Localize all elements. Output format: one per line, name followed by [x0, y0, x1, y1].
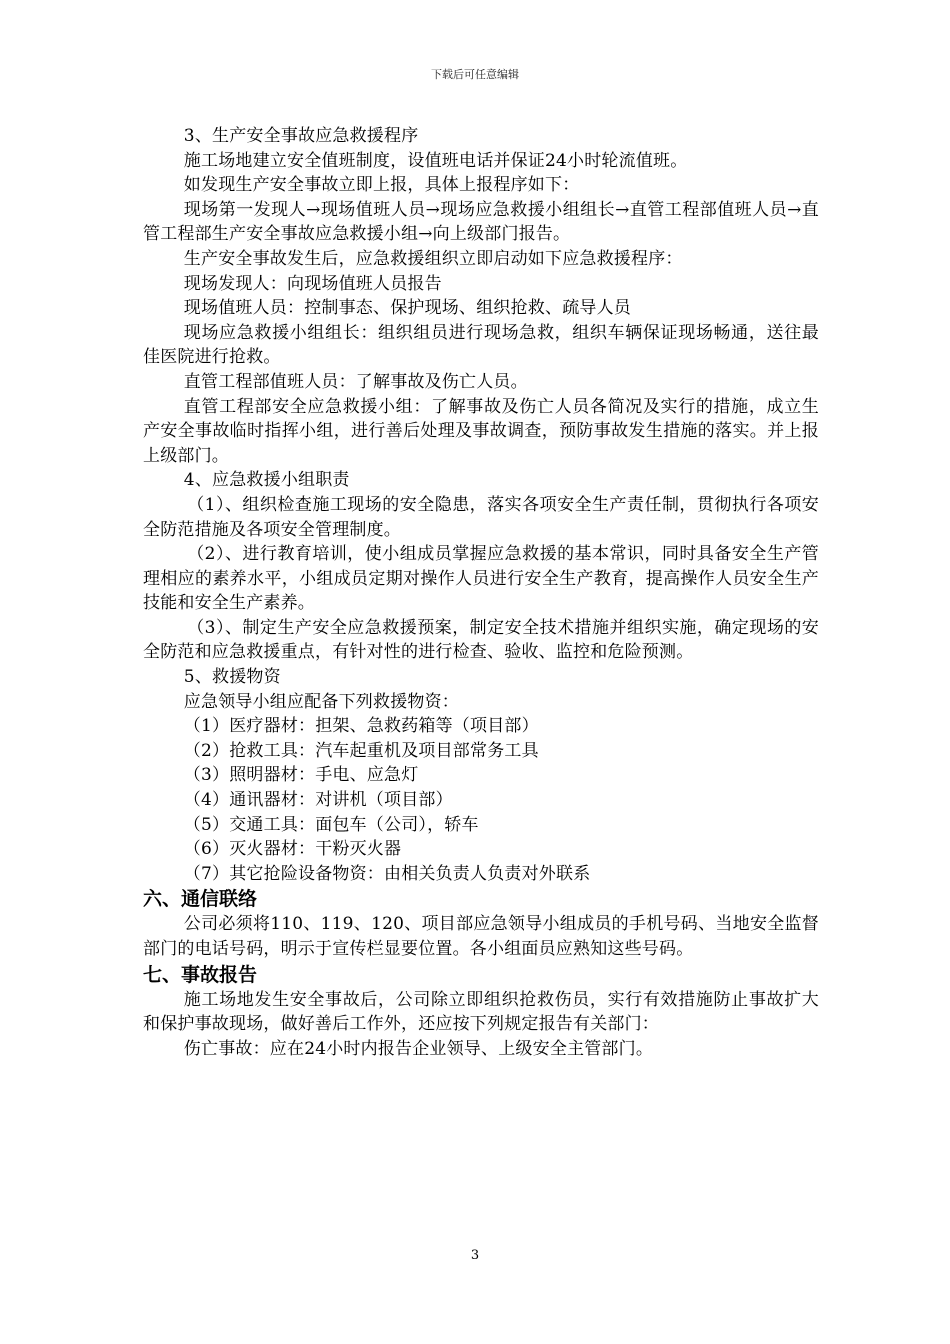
paragraph: （5）交通工具：面包车（公司），轿车 [183, 814, 479, 835]
paragraph: 3、生产安全事故应急救援程序 [183, 126, 419, 146]
paragraph: 伤亡事故：应在24小时内报告企业领导、上级安全主管部门。 [183, 1038, 654, 1059]
paragraph: 施工场地建立安全值班制度，设值班电话并保证24小时轮流值班。 [183, 150, 688, 171]
header-note: 下载后可任意编辑 [431, 68, 519, 81]
paragraph: 应急领导小组应配备下列救援物资： [183, 691, 459, 712]
paragraph: 现场应急救援小组组长：组织组员进行现场急救，组织车辆保证现场畅通，送往最佳医院进行抢救。 [143, 322, 819, 368]
paragraph: 如发现生产安全事故立即上报，具体上报程序如下： [183, 175, 580, 196]
section-heading: 七、事故报告 [143, 963, 258, 986]
paragraph: 直管工程部值班人员：了解事故及伤亡人员。 [183, 371, 528, 392]
paragraph: （7）其它抢险设备物资：由相关负责人负责对外联系 [183, 863, 591, 884]
paragraph: 施工场地发生安全事故后，公司除立即组织抢救伤员，实行有效措施防止事故扩大和保护事故现场，做好善后工作外，还应按下列规定报告有关部门： [143, 989, 819, 1035]
paragraph: （3）照明器材：手电、应急灯 [183, 765, 419, 786]
paragraph: （6）灭火器材：干粉灭火器 [183, 839, 402, 860]
paragraph: 生产安全事故发生后，应急救援组织立即启动如下应急救援程序： [183, 248, 683, 269]
paragraph: 直管工程部安全应急救援小组：了解事故及伤亡人员各简况及实行的措施，成立生产安全事故临时指挥小组，进行善后处理及事故调查，预防事故发生措施的落实。并上报上级部门。 [143, 396, 819, 466]
paragraph: 现场值班人员：控制事态、保护现场、组织抢救、疏导人员 [183, 298, 631, 319]
document-body [143, 124, 819, 1061]
paragraph: 公司必须将110、119、120、项目部应急领导小组成员的手机号码、当地安全监督部门的电话号码，明示于宣传栏显要位置。各小组面员应熟知这些号码。 [143, 914, 819, 959]
paragraph: （4）通讯器材：对讲机（项目部） [183, 790, 453, 811]
paragraph: 现场第一发现人→现场值班人员→现场应急救援小组组长→直管工程部值班人员→直管工程部生产安全事故应急救援小组→向上级部门报告。 [143, 199, 819, 245]
paragraph: （2）、进行教育培训，使小组成员掌握应急救援的基本常识，同时具备安全生产管理相应的素养水平，小组成员定期对操作人员进行安全生产教育，提高操作人员安全生产技能和安全生产素养。 [143, 544, 819, 614]
paragraph: （1）、组织检查施工现场的安全隐患，落实各项安全生产责任制，贯彻执行各项安全防范措施及各项安全管理制度。 [143, 494, 819, 540]
paragraph: 5、救援物资 [183, 667, 281, 688]
paragraph: （1）医疗器材：担架、急救药箱等（项目部） [183, 716, 539, 737]
paragraph: 现场发现人：向现场值班人员报告 [183, 273, 442, 294]
paragraph: （2）抢救工具：汽车起重机及项目部常务工具 [183, 740, 539, 761]
paragraph: （3）、制定生产安全应急救援预案，制定安全技术措施并组织实施，确定现场的安全防范和应急救援重点，有针对性的进行检查、验收、监控和危险预测。 [143, 617, 819, 663]
paragraph: 4、应急救援小组职责 [183, 470, 350, 491]
page-number: 3 [470, 1248, 480, 1263]
section-heading: 六、通信联络 [143, 888, 258, 911]
